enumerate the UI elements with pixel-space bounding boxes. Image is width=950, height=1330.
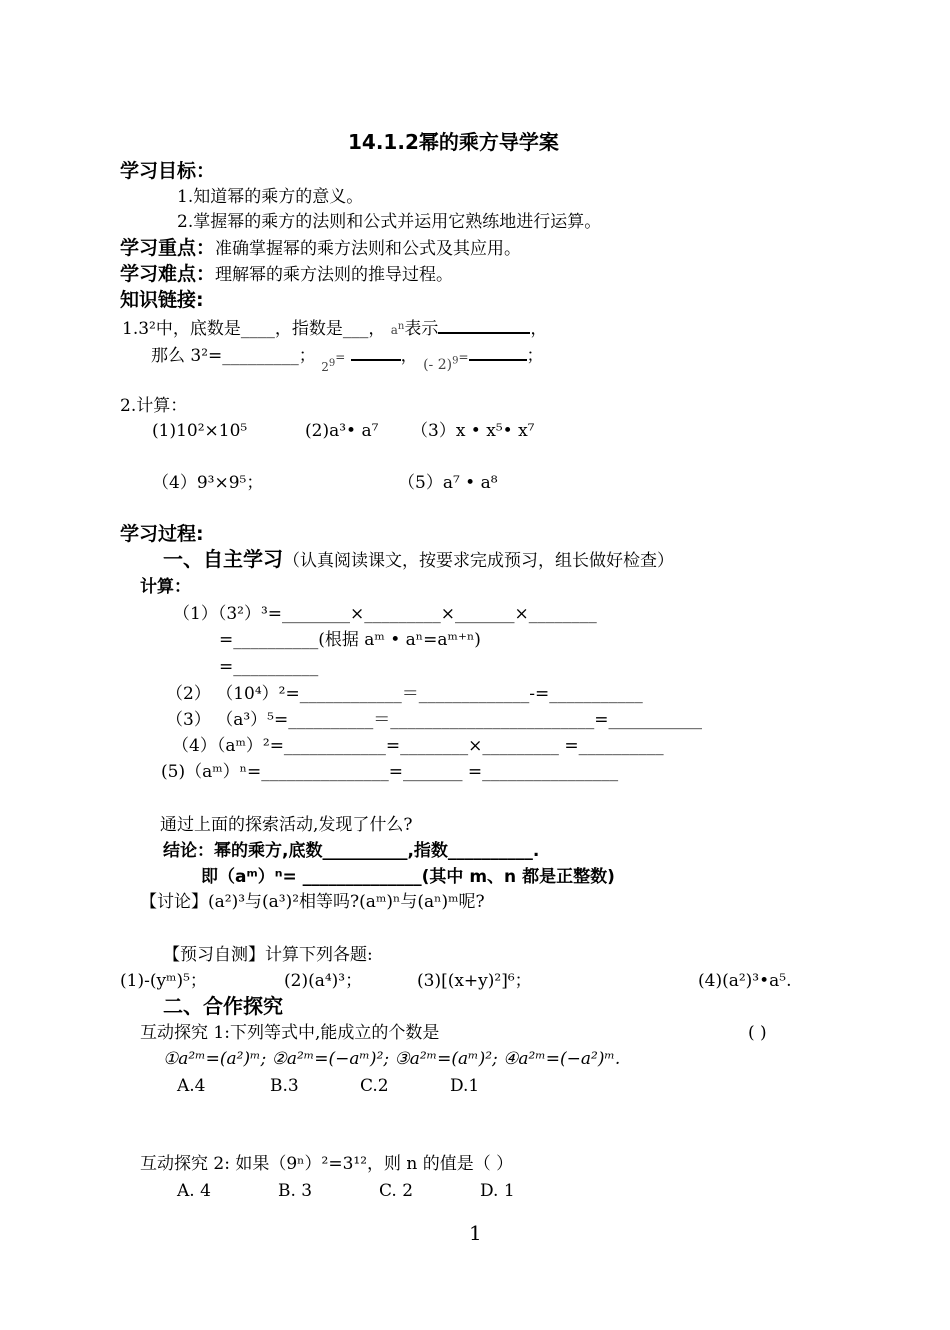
difficulty — [120, 263, 453, 286]
objectives-heading: 学习目标： — [120, 160, 216, 182]
calc-row-5: (5)（aᵐ）ⁿ=_______________=_______ =________________ — [161, 762, 619, 782]
choice-d: D.1 — [450, 1076, 480, 1096]
two-power-nine: 29 — [321, 358, 336, 374]
page-number: 1 — [469, 1221, 482, 1245]
neg-two: (- 2)9 — [423, 355, 459, 373]
semicolon: ； — [526, 346, 544, 366]
objective-2: 2.掌握幂的乘方的法则和公式并运用它熟练地进行运算。 — [177, 212, 602, 232]
difficulty-label: 学习难点： — [120, 263, 216, 285]
knowledge-link-heading: 知识链接: — [120, 289, 204, 311]
self-test-item-3: (3)[(x+y)²]⁶； — [417, 971, 532, 991]
key-point-label: 学习重点： — [120, 237, 216, 259]
q2-item-3: （3）x • x⁵• x⁷ — [411, 421, 535, 441]
choice-c: C.2 — [360, 1076, 389, 1096]
calc-label: 计算： — [140, 577, 191, 597]
q2-choice-a: A. 4 — [177, 1181, 211, 1201]
calc-row-3: （3） （a³）⁵=__________＝________________________=___________ — [166, 710, 702, 730]
calc-row-2: （2） （10⁴）²=____________＝_____________-=___________ — [166, 684, 643, 704]
conclusion: 结论：幂的乘方,底数__________,指数__________. — [163, 841, 540, 861]
formula: 即（aᵐ）ⁿ= ______________(其中 m、n 都是正整数) — [201, 867, 615, 887]
choice-a: A.4 — [177, 1076, 206, 1096]
q2-item-1: (1)10²×10⁵ — [152, 421, 248, 441]
page-title: 14.1.2幂的乘方导学案 — [348, 130, 559, 154]
self-test-item-2: (2)(a⁴)³； — [284, 971, 363, 991]
question-1-line-2 — [151, 343, 544, 374]
objective-1: 1.知道幂的乘方的意义。 — [177, 187, 364, 207]
q2-item-2: (2)a³• a⁷ — [305, 421, 379, 441]
self-test-heading: 【预习自测】计算下列各题: — [163, 945, 373, 965]
q2-choice-b: B. 3 — [278, 1181, 313, 1201]
equals-2: = — [458, 350, 469, 364]
exploration-2: 互动探究 2: 如果（9ⁿ）²=3¹²，则 n 的值是（ ） — [140, 1154, 514, 1174]
equals: = — [335, 350, 346, 364]
blank — [438, 316, 530, 334]
calc-row-4: （4）（aᵐ）²=____________=________×_________ =__________ — [172, 736, 664, 756]
part-2-heading: 二、合作探究 — [163, 994, 283, 1018]
q2-choice-c: C. 2 — [379, 1181, 414, 1201]
blank — [351, 343, 401, 361]
choice-b: B.3 — [270, 1076, 299, 1096]
a-power-n: $a^n$ — [390, 321, 405, 337]
blank — [469, 343, 527, 361]
process-heading: 学习过程: — [120, 523, 204, 545]
q2-item-4: （4）9³×9⁵； — [152, 473, 264, 493]
q2-choice-d: D. 1 — [480, 1181, 515, 1201]
exploration-1-options: ①a²ᵐ=(a²)ᵐ; ②a²ᵐ=(−aᵐ)²; ③a²ᵐ=(aᵐ)²; ④a²ᵐ=(−a²)ᵐ. — [163, 1049, 621, 1069]
calc-row-1b: =__________(根据 aᵐ • aⁿ=aᵐ⁺ⁿ) — [219, 630, 481, 650]
self-test-item-4: (4)(a²)³•a⁵. — [698, 971, 792, 991]
q1-line2-a: 那么 3²=_________； — [151, 346, 316, 366]
comma: ， — [400, 346, 418, 366]
key-point-text: 准确掌握幂的乘方法则和公式及其应用。 — [215, 239, 522, 259]
exploration-question: 通过上面的探索活动,发现了什么? — [160, 815, 413, 835]
calc-row-1: （1）（3²）³=________×_________×_______×________ — [173, 604, 597, 624]
question-1-line-1 — [122, 316, 547, 341]
part-1-title — [163, 548, 674, 572]
exploration-1-answer-paren: ( ) — [748, 1023, 767, 1043]
calc-row-1c: =__________ — [219, 657, 319, 677]
q2-item-5: （5）a⁷ • a⁸ — [398, 473, 498, 493]
key-point — [120, 237, 521, 260]
q1-end: ， — [530, 319, 548, 339]
exploration-1: 互动探究 1:下列等式中,能成立的个数是 — [140, 1023, 440, 1043]
difficulty-text: 理解幂的乘方法则的推导过程。 — [215, 265, 454, 285]
q1-prefix: 1.3²中，底数是____，指数是___， — [122, 319, 386, 339]
part-1-note: （认真阅读课文，按要求完成预习，组长做好检查） — [283, 551, 674, 571]
discussion: 【讨论】(a²)³与(a³)²相等吗?(aᵐ)ⁿ与(aⁿ)ᵐ呢? — [140, 892, 485, 912]
self-test-item-1: (1)-(yᵐ)⁵； — [120, 971, 207, 991]
part-1-heading: 一、自主学习 — [163, 547, 283, 571]
question-2-label: 2.计算： — [120, 396, 188, 416]
q1-mid: 表示 — [404, 319, 439, 339]
